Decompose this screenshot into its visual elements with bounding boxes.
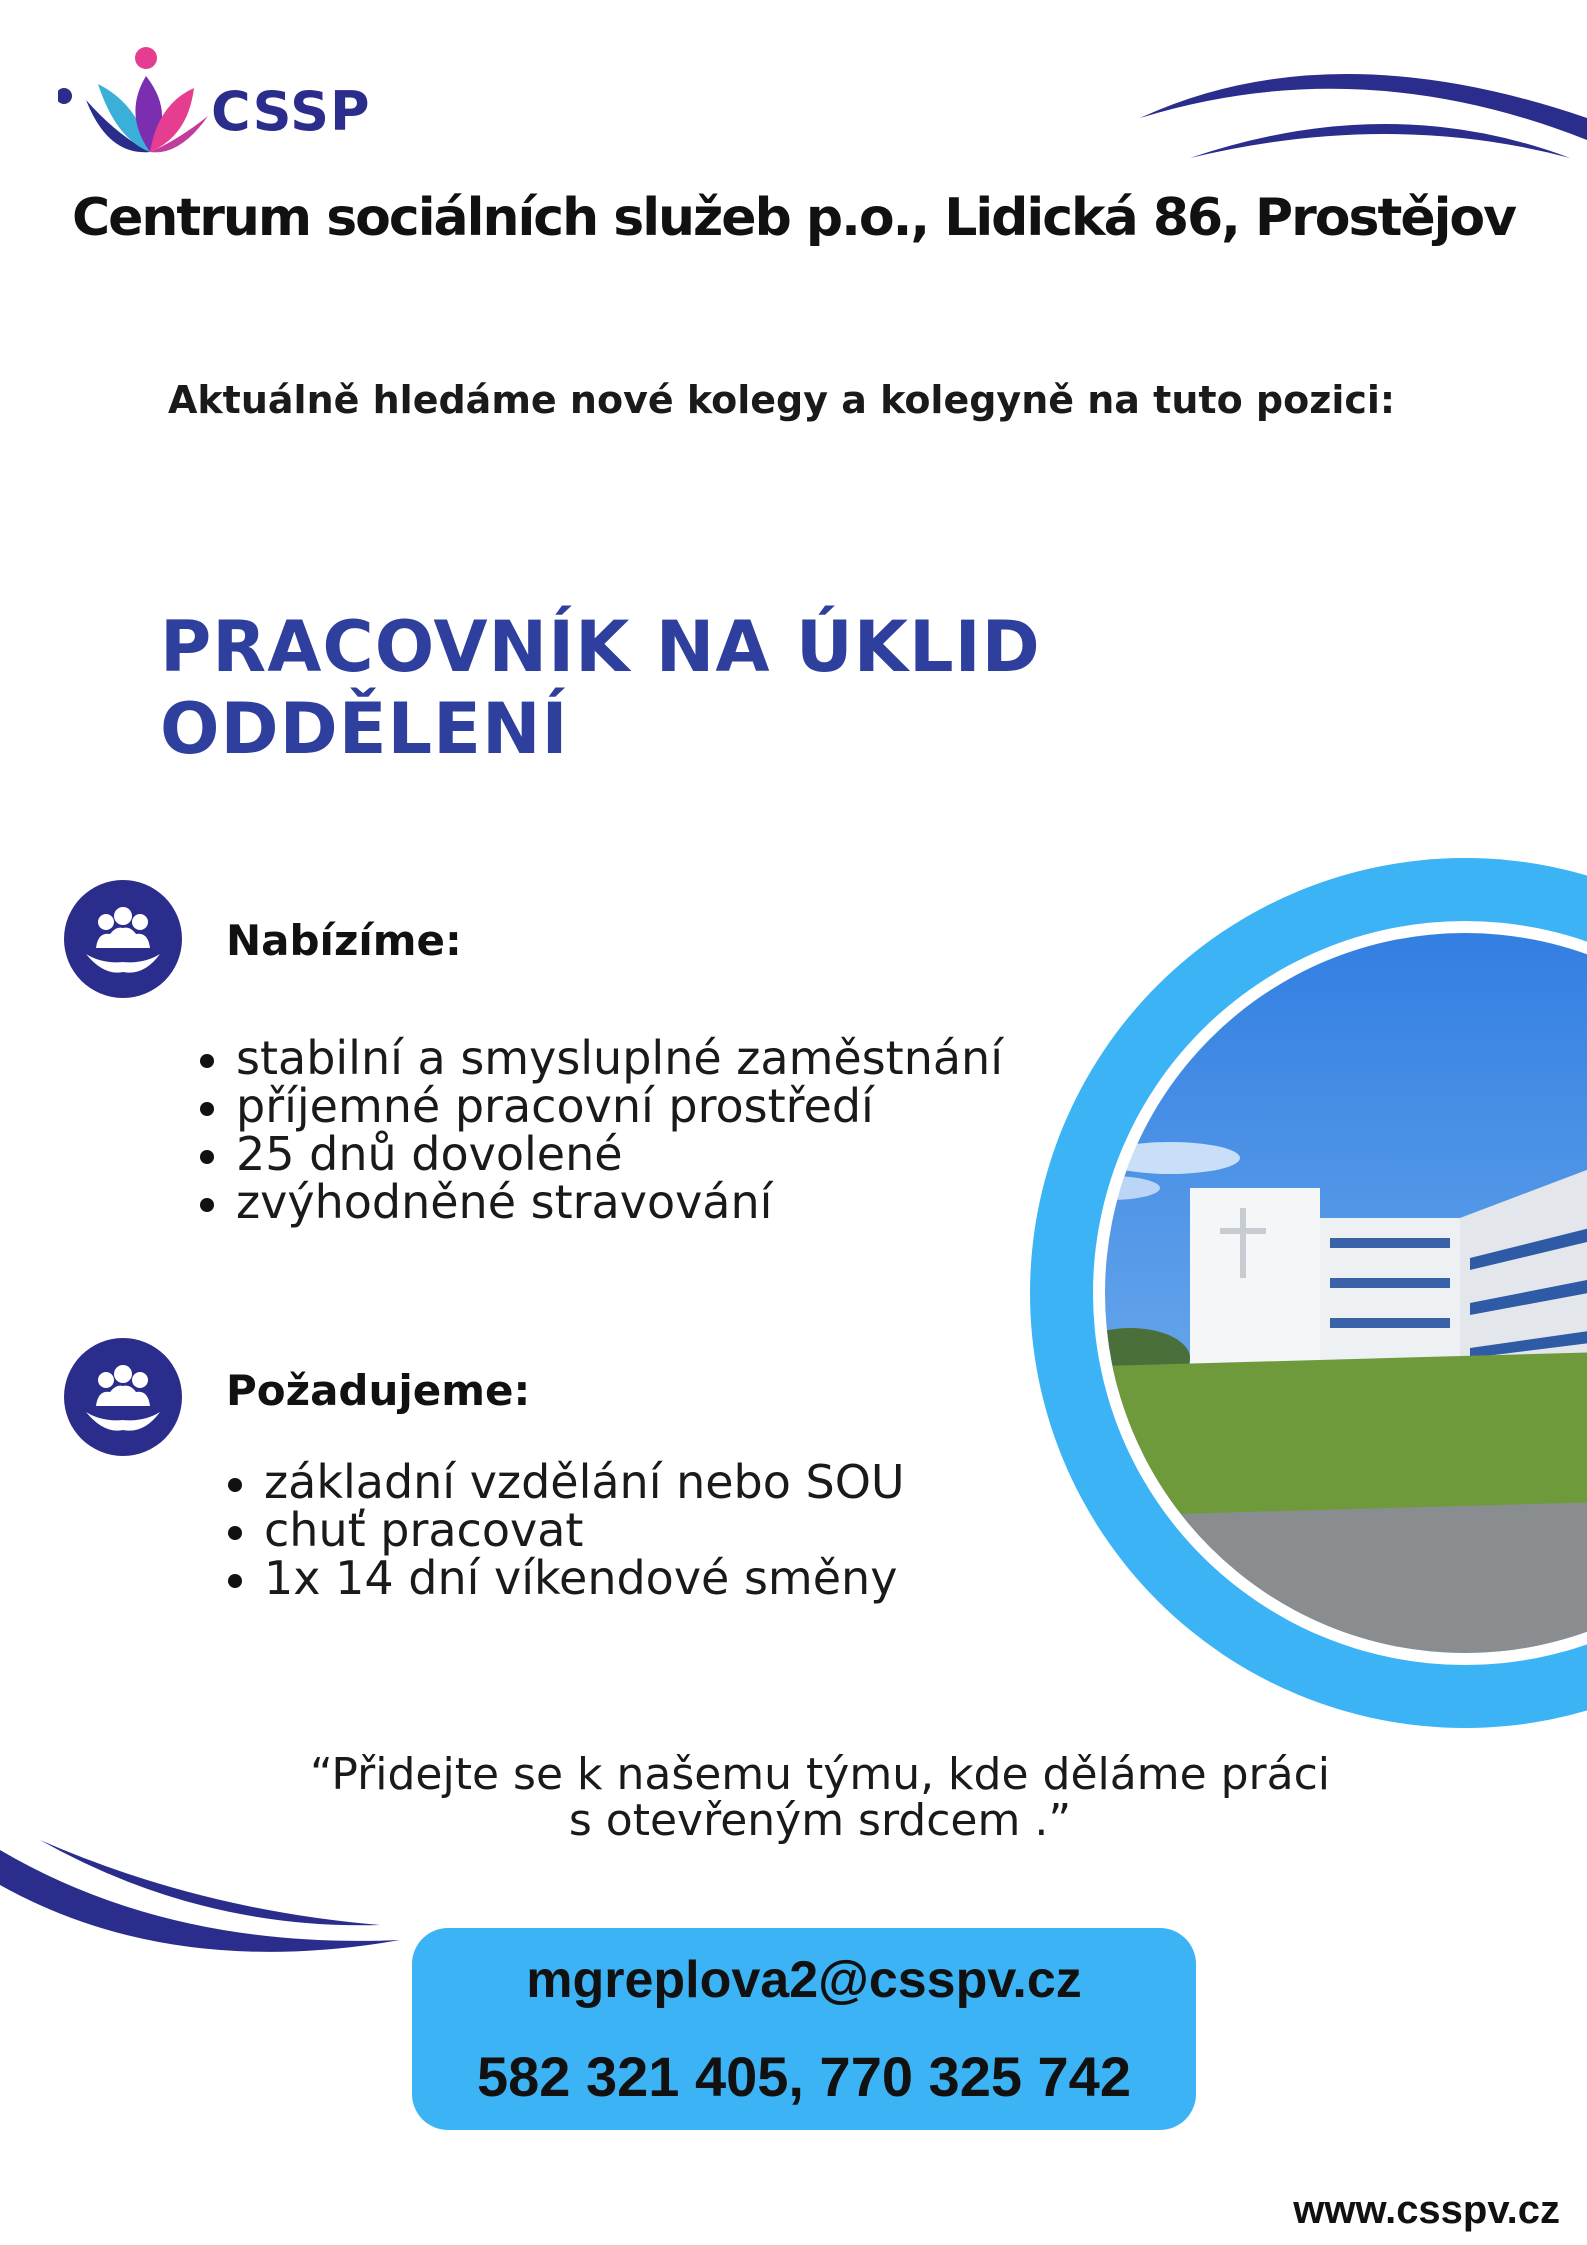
helping-hands-people-icon — [64, 1338, 182, 1456]
building-photo — [1030, 858, 1587, 1728]
quote-line-1: “Přidejte se k našemu týmu, kde děláme práci — [309, 1749, 1331, 1800]
top-right-swoosh — [1130, 40, 1587, 160]
offer-list — [196, 1031, 1003, 1229]
list-item: 25 dnů dovolené — [196, 1130, 1003, 1178]
contact-box — [412, 1928, 1196, 2130]
requirements-heading: Požadujeme: — [226, 1366, 531, 1415]
list-item: stabilní a smysluplné zaměstnání — [196, 1034, 1003, 1082]
list-item: 1x 14 dní víkendové směny — [224, 1554, 905, 1602]
list-item: základní vzdělání nebo SOU — [224, 1458, 905, 1506]
requirements-list — [224, 1455, 905, 1605]
intro-text: Aktuálně hledáme nové kolegy a kolegyně na tuto pozici: — [168, 378, 1396, 422]
list-item: příjemné pracovní prostředí — [196, 1082, 1003, 1130]
offer-heading: Nabízíme: — [226, 916, 462, 965]
list-item: chuť pracovat — [224, 1506, 905, 1554]
organization-name: Centrum sociálních služeb p.o., Lidická 86, Prostějov — [71, 188, 1516, 248]
quote — [270, 1749, 1370, 1846]
contact-email[interactable]: mgreplova2@csspv.cz — [526, 1951, 1082, 2009]
logo-text: CSSP — [211, 80, 371, 143]
website-link[interactable]: www.csspv.cz — [1293, 2188, 1560, 2232]
contact-phone[interactable]: 582 321 405, 770 325 742 — [477, 2045, 1131, 2108]
list-item: zvýhodněné stravování — [196, 1178, 1003, 1226]
helping-hands-people-icon — [64, 880, 182, 998]
job-title: PRACOVNÍK NA ÚKLID ODDĚLENÍ — [160, 606, 1041, 770]
lotus-people-icon — [58, 44, 208, 164]
bottom-left-swoosh — [0, 1830, 420, 2010]
cssp-logo — [58, 44, 398, 164]
quote-line-2: s otevřeným srdcem .” — [568, 1795, 1072, 1846]
